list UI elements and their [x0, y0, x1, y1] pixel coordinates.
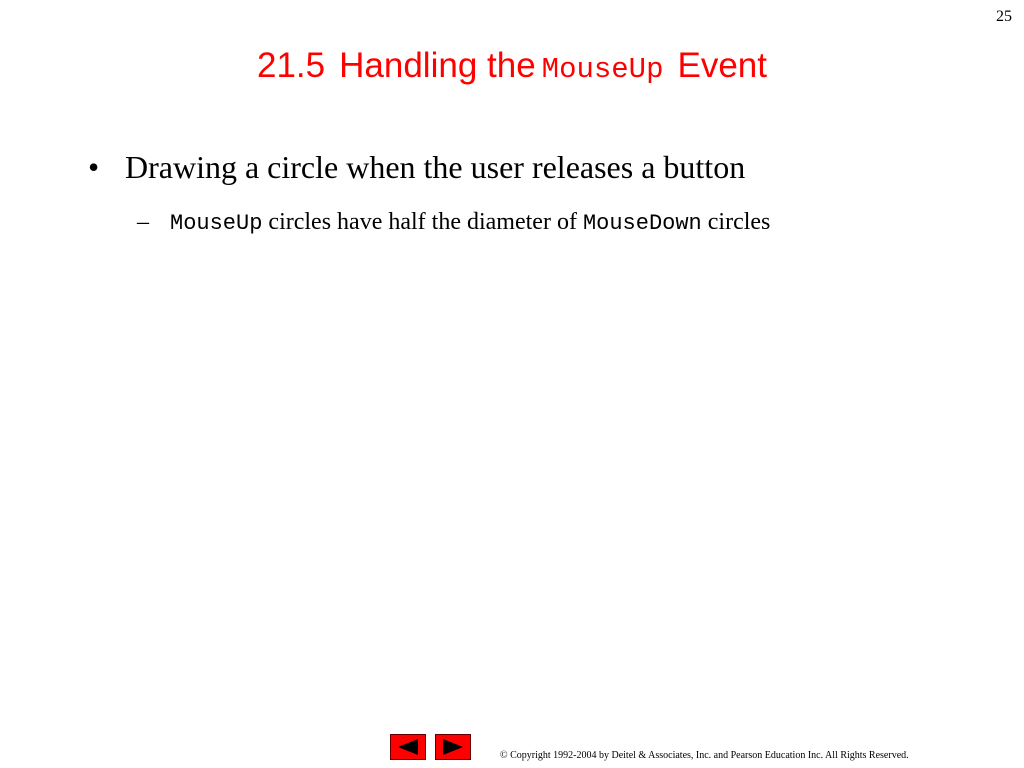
code-mousedown: MouseDown	[582, 211, 702, 236]
next-slide-button[interactable]	[435, 734, 471, 760]
title-section-number: 21.5	[257, 46, 326, 85]
bullet-item	[88, 148, 988, 186]
navigation-buttons	[390, 734, 471, 760]
sub-bullet-text	[170, 204, 890, 242]
previous-slide-button[interactable]	[390, 734, 426, 760]
sub-text-2: circles	[701, 209, 771, 235]
bullet-list	[88, 148, 988, 242]
slide-title	[0, 46, 1024, 86]
right-arrow-icon	[441, 738, 465, 756]
dash-marker: –	[137, 209, 149, 235]
code-mouseup: MouseUp	[170, 211, 263, 236]
left-arrow-icon	[396, 738, 420, 756]
bullet-text: Drawing a circle when the user releases a button	[125, 149, 746, 185]
sub-bullet-item	[137, 204, 988, 242]
title-text-after: Event	[677, 46, 767, 85]
page-number: 25	[996, 8, 1012, 25]
copyright-notice: © Copyright 1992-2004 by Deitel & Associates, Inc. and Pearson Education Inc. All Rights Reserved.	[500, 750, 909, 761]
title-code: MouseUp	[541, 53, 664, 86]
title-text-before: Handling the	[339, 46, 536, 85]
bullet-marker: •	[88, 149, 100, 185]
sub-text-1: circles have half the diameter of	[262, 209, 583, 235]
